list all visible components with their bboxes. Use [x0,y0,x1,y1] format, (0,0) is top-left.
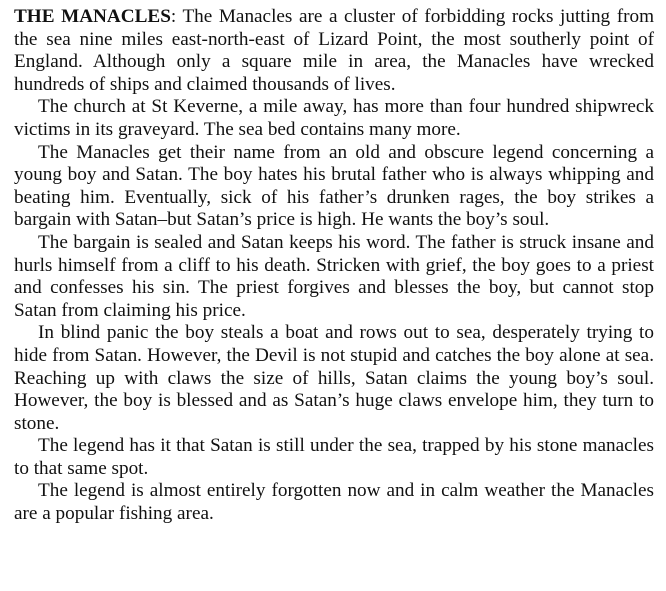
paragraph-legend-origin: The Manacles get their name from an old and obscure legend concerning a young boy and Satan. The boy hates his brutal father who is always whipping and beating him. Eventually, sick of his father’s drunken rages, the boy strikes a bargain with Satan–but Satan’s price is high. He wants the boy’s soul. [14,141,654,231]
paragraph-trapped: The legend has it that Satan is still under the sea, trapped by his stone manacles to that same spot. [14,435,654,479]
article-heading: THE MANACLES [14,6,171,27]
paragraph-bargain: The bargain is sealed and Satan keeps his word. The father is struck insane and hurls himself from a cliff to his death. Stricken with grief, the boy goes to a priest and confesses his sin. The priest forgives and blesses the boy, but cannot stop Satan from claiming his price. [14,231,654,321]
paragraph-1-text: : The Manacles are a cluster of forbidding rocks jutting from the sea nine miles east-north-east of Lizard Point, the most southerly point of England. Although only a square mile in area, the Manacles have wrecked hundreds of ships and claimed thousands of lives. [14,6,654,95]
paragraph-intro [14,6,654,96]
paragraph-church: The church at St Keverne, a mile away, has more than four hundred shipwreck victims in its graveyard. The sea bed contains many more. [14,96,654,140]
paragraph-fishing-area: The legend is almost entirely forgotten now and in calm weather the Manacles are a popular fishing area. [14,480,654,525]
paragraph-escape: In blind panic the boy steals a boat and rows out to sea, desperately trying to hide from Satan. However, the Devil is not stupid and catches the boy alone at sea. Reaching up with claws the size of hills, Satan claims the young boy’s soul. However, the boy is blessed and as Satan’s huge claws envelope him, they turn to stone. [14,322,654,434]
